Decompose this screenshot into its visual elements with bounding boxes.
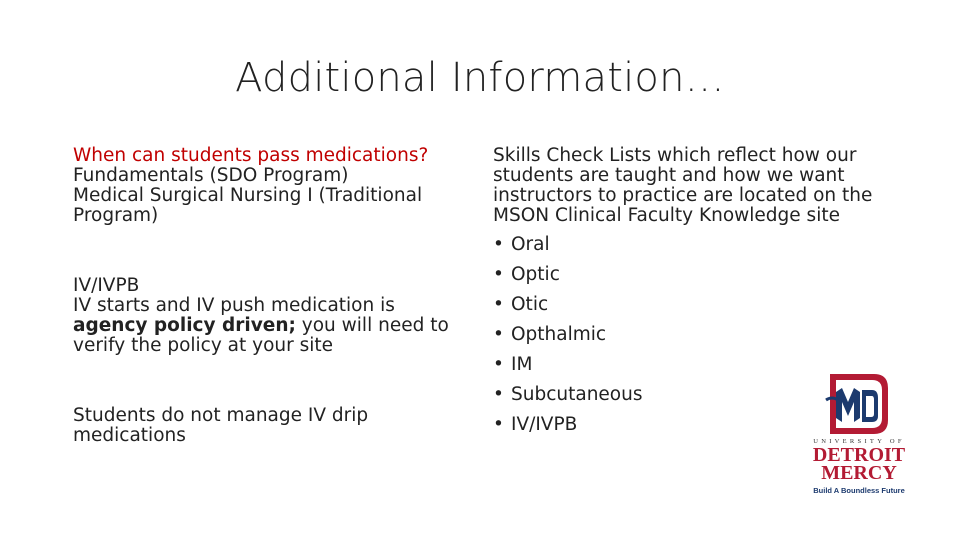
question-text: When can students pass medications? (73, 145, 429, 166)
bullet-icon: • (493, 264, 504, 285)
list-item: • Oral (493, 230, 893, 260)
university-line: UNIVERSITY OF (813, 438, 905, 445)
bullet-icon: • (493, 234, 504, 255)
list-item: • IM (493, 350, 893, 380)
iv-policy-text (73, 296, 463, 356)
logo-name-detroit: DETROIT (812, 444, 906, 466)
bullet-icon: • (493, 294, 504, 315)
slide-title: Additional Information… (235, 55, 725, 101)
list-item: • Optic (493, 260, 893, 290)
bullet-icon: • (493, 354, 504, 375)
list-item: • Subcutaneous (493, 380, 893, 410)
left-column (73, 146, 463, 446)
iv-policy-post: you will need to verify the policy at your site (73, 315, 449, 356)
iv-policy-bold: agency policy driven; (73, 315, 296, 336)
med-surg-text: Medical Surgical Nursing I (Traditional Program) (73, 185, 423, 226)
bullet-icon: • (493, 384, 504, 405)
list-item: • Opthalmic (493, 320, 893, 350)
logo-tagline: Build A Boundless Future (813, 486, 905, 495)
monogram-logo-icon (796, 372, 922, 442)
bullet-icon: • (493, 414, 504, 435)
logo-name-mercy: MERCY (821, 462, 897, 484)
list-item: • Otic (493, 290, 893, 320)
iv-heading: IV/IVPB (73, 275, 140, 296)
fundamentals-text: Fundamentals (SDO Program) (73, 165, 349, 186)
drip-text: Students do not manage IV drip medications (73, 405, 369, 446)
skills-intro: Skills Check Lists which reflect how our students are taught and how we want instructors to practice are located on the MSON Clinical Faculty Knowledge site (493, 145, 873, 226)
iv-policy-pre: IV starts and IV push medication is (73, 295, 395, 316)
bullet-icon: • (493, 324, 504, 345)
list-item: • IV/IVPB (493, 410, 893, 440)
